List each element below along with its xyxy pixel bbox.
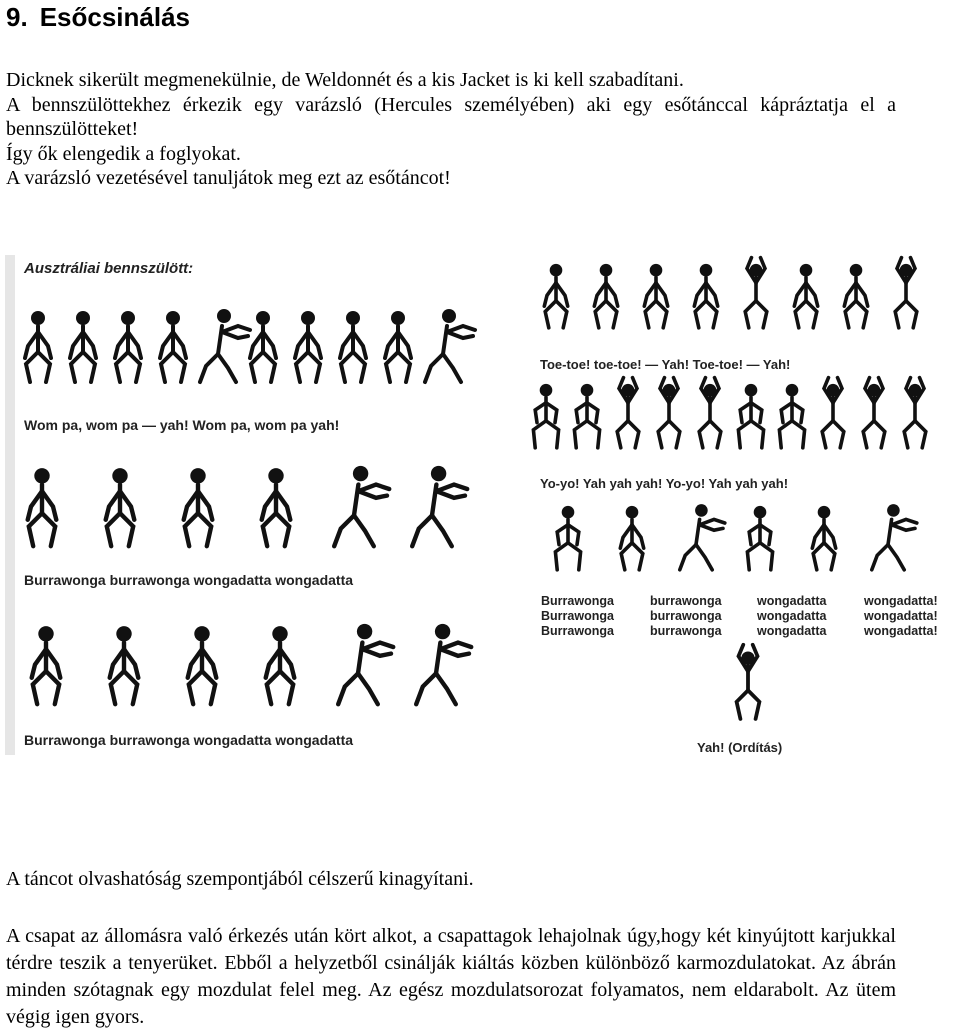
dancer-right-3-4 bbox=[747, 506, 772, 570]
chant-word: Burrawonga bbox=[541, 594, 614, 608]
dancer-left-1-9 bbox=[385, 311, 411, 382]
dancer-right-2-9 bbox=[863, 378, 885, 448]
dancer-right-2-8 bbox=[822, 378, 844, 448]
chant-word: Burrawonga bbox=[541, 609, 614, 623]
dancer-right-1-2 bbox=[594, 264, 617, 328]
dancer-left-3-4 bbox=[266, 626, 295, 704]
dancer-left-1-7 bbox=[295, 311, 321, 382]
dancer-left-2-4 bbox=[262, 468, 291, 546]
chant-word: wongadatta bbox=[757, 609, 827, 623]
dancer-right-3-1 bbox=[555, 506, 580, 570]
chant-word: wongadatta! bbox=[864, 594, 938, 608]
dancer-right-1-4 bbox=[694, 264, 717, 328]
intro-line-3: Így ők elengedik a foglyokat. bbox=[6, 142, 241, 165]
chant-word: burrawonga bbox=[650, 594, 722, 608]
chant-word: wongadatta! bbox=[864, 624, 938, 638]
dancer-left-1-4 bbox=[160, 311, 186, 382]
dancer-right-1-8 bbox=[895, 258, 917, 328]
chant-word: wongadatta bbox=[757, 594, 827, 608]
dancer-right-3-5 bbox=[812, 506, 835, 570]
dancer-right-2-1 bbox=[533, 384, 558, 448]
dancer-right-1-7 bbox=[844, 264, 867, 328]
dancer-left-1-3 bbox=[115, 311, 141, 382]
final-shout-label: Yah! (Ordítás) bbox=[697, 740, 783, 755]
dancer-left-3-2 bbox=[110, 626, 139, 704]
dancer-right-2-6 bbox=[738, 384, 763, 448]
chant-word: burrawonga bbox=[650, 609, 722, 623]
dancer-left-1-1 bbox=[25, 311, 51, 382]
dancer-left-3-5 bbox=[338, 624, 393, 704]
dancer-right-2-10 bbox=[904, 378, 926, 448]
dancer-right-2-4 bbox=[658, 378, 680, 448]
right-chant-1: Toe-toe! toe-toe! — Yah! Toe-toe! — Yah! bbox=[540, 357, 791, 372]
intro-line-4: A varázsló vezetésével tanuljátok meg ezt az esőtáncot! bbox=[6, 167, 451, 190]
section-title: Esőcsinálás bbox=[39, 2, 190, 32]
left-chant-1: Wom pa, wom pa — yah! Wom pa, wom pa yah! bbox=[24, 417, 340, 433]
dancer-left-3-6 bbox=[416, 624, 471, 704]
dancer-left-2-5 bbox=[334, 466, 389, 546]
dancer-left-3-1 bbox=[32, 626, 61, 704]
dancer-left-1-6 bbox=[250, 311, 276, 382]
dancer-right-3-6 bbox=[872, 504, 917, 570]
dancer-left-2-3 bbox=[184, 468, 213, 546]
left-chant-2: Burrawonga burrawonga wongadatta wongadatta bbox=[24, 572, 354, 588]
scan-shading bbox=[5, 255, 15, 755]
intro-line-1: Dicknek sikerült megmenekülnie, de Weldonnét és a kis Jacket is ki kell szabadítani. bbox=[6, 69, 684, 91]
chant-word: burrawonga bbox=[650, 624, 722, 638]
chant-word: wongadatta bbox=[757, 624, 827, 638]
intro-line-2: A bennszülöttekhez érkezik egy varázsló (Hercules személyében) aki egy esőtánccal kápráztatja el a bennszülötteket! bbox=[6, 93, 896, 141]
right-chant-2: Yo-yo! Yah yah yah! Yo-yo! Yah yah yah! bbox=[540, 476, 789, 491]
dancer-right-1-6 bbox=[794, 264, 817, 328]
dancer-right-2-3 bbox=[617, 378, 639, 448]
dancer-right-2-7 bbox=[779, 384, 804, 448]
dancer-left-1-2 bbox=[70, 311, 96, 382]
dancer-left-3-3 bbox=[188, 626, 217, 704]
section-number: 9. bbox=[6, 2, 28, 32]
chant-word: wongadatta! bbox=[864, 609, 938, 623]
dancer-right-2-2 bbox=[574, 384, 599, 448]
dance-description: A csapat az állomásra való érkezés után kört alkot, a csapattagok lehajolnak úgy,hogy két kinyújtott karjukkal térdre teszik a tenyerüket. Ebből a helyzetből csinálják kiáltás közben különböző karmozdulatokat. Az ábrán minden szótagnak egy mozdulat felel meg. Az egész mozdulatsorozat folyamatos, nem eldarabolt. Az ütem végig igen gyors. bbox=[6, 925, 896, 1028]
enlarge-note: A táncot olvashatóság szempontjából célszerű kinagyítani. bbox=[6, 868, 474, 890]
dancer-right-1-1 bbox=[544, 264, 567, 328]
dancer-left-2-6 bbox=[412, 466, 467, 546]
dancer-right-3-3 bbox=[680, 504, 725, 570]
dancer-right-3-2 bbox=[620, 506, 643, 570]
dancer-left-1-8 bbox=[340, 311, 366, 382]
left-chant-3: Burrawonga burrawonga wongadatta wongadatta bbox=[24, 732, 354, 748]
dancer-right-1-5 bbox=[745, 258, 767, 328]
dancer-right-1-3 bbox=[644, 264, 667, 328]
figure-left-title: Ausztráliai bennszülött: bbox=[24, 260, 194, 277]
dancer-left-1-5 bbox=[200, 309, 250, 382]
dancer-left-1-10 bbox=[425, 309, 475, 382]
dancer-left-2-2 bbox=[106, 468, 135, 546]
dancer-left-2-1 bbox=[28, 468, 57, 546]
dancer-final bbox=[737, 645, 760, 719]
chant-word: Burrawonga bbox=[541, 624, 614, 638]
dancer-right-2-5 bbox=[699, 378, 721, 448]
